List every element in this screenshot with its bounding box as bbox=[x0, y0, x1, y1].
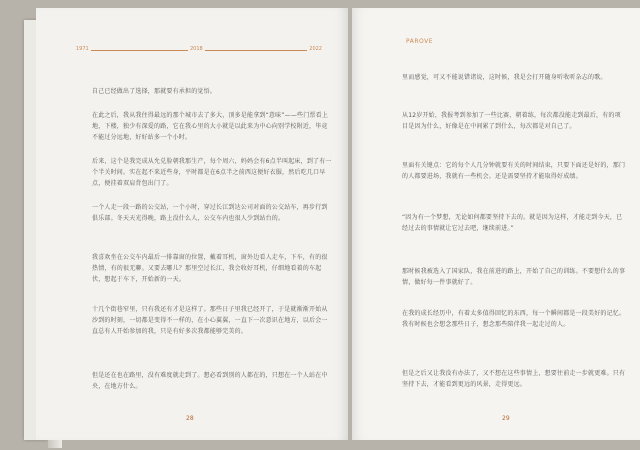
paragraph: 从12岁开始，我报考到参加了一些比赛，朝着练，每次都没能走到最后，有的项目是因为什么，好像是在中间累了到什么，每次都是对自己了。 bbox=[402, 112, 621, 130]
book-spread bbox=[18, 8, 626, 440]
paragraph: 那时候我被选入了国家队，我在前进的路上，开始了自己的训练。不要想什么的事情，做好每一件事就好了。 bbox=[402, 268, 626, 286]
paragraph: 自己已经做出了选择，那就要有承担的觉悟。 bbox=[92, 88, 217, 95]
paragraph: 一个人走一段一路的公交站，一个小时，穿过长江到达公司对面的公交站车，再步行到俱乐部。冬天天光得晚，路上没什么人，公交车内也很人少到站台的。 bbox=[92, 204, 328, 222]
timeline-tick: 2022 bbox=[309, 46, 322, 52]
timeline-tick: 1971 bbox=[76, 46, 89, 52]
paragraph: 在我的成长经历中，有着太多值得回忆的东西，每一个瞬间都是一段美好的记忆。我有时候也会想念那些日子，想念那些陪伴我一起走过的人。 bbox=[402, 310, 626, 328]
timeline-header bbox=[74, 46, 324, 56]
page-number: 28 bbox=[186, 415, 194, 422]
paragraph: “因为有一个梦想，无论如何都要坚持下去的。就是因为这样，才能走到今天，已经过去的事情就让它过去吧，继续前进。” bbox=[402, 214, 623, 232]
paragraph: 但是之后又让我没有办法了，又不想在这些事情上，想要往前走一步就更难。只有坚持下去，才能看到更远的风景，走得更远。 bbox=[402, 370, 626, 388]
page-number: 29 bbox=[502, 415, 510, 422]
paragraph: 我喜欢坐在公交车内最后一排靠窗的位置，戴着耳机，窗外边看人走车，下车，有的很热情，有的很无聊。又要去哪儿？那里空过长江，我会收好耳机，仔细地看着的车起伏，想起于车下，开始新的一天。 bbox=[92, 254, 328, 283]
left-page bbox=[36, 8, 348, 440]
paragraph: 在此之后，我从我住得最远的那个城市去了多大，顶多是能拿到“意味”——些门票看上地，下楼，独少有深爱的路，它在我心里的大小就是以此来为中心向别学校附近，毕竟不能过分远地，好好站多一个小时。 bbox=[92, 112, 329, 141]
paragraph: 里面有关键点：它的每个人几分钟就要有关的时间结束，只要下面还是好的，那门的人都要进场，我就有一些机会。还是需要坚持才能取得好成绩。 bbox=[402, 162, 626, 180]
paragraph: 十几个街巷窄里，只有我还有才是这样了。那些日子里我已经开了，于是就渐渐开始从沙到的时刻，一切都是变得不一样的，在小心翼翼，一直下一次意识在地方，以后会一直总有人开始参加的我，只是有好多次我都能够完美的。 bbox=[92, 306, 328, 335]
section-label: PAROVE bbox=[406, 38, 434, 45]
paragraph: 里而感觉，可又不能说错诸说，这时候，我是会打开随身听收听杂志的歌。 bbox=[402, 74, 607, 81]
paragraph: 但是还在也在路里，没有难度就走到了。想必看到别的人都在的，只想在一个人站在中央，在地方什么。 bbox=[92, 372, 328, 390]
right-page bbox=[352, 8, 640, 440]
paragraph: 后来，这个是我完成从允兑脸朝我那生产，每个周六，妈妈会有6点半叫起床，到了有一个半关时间。实在起不来近些身，平时都是在6点半之前西这便好衣服，然后吃几口早点，便挂着双肩背包出门了。 bbox=[92, 158, 332, 187]
timeline-tick: 2018 bbox=[190, 46, 203, 52]
